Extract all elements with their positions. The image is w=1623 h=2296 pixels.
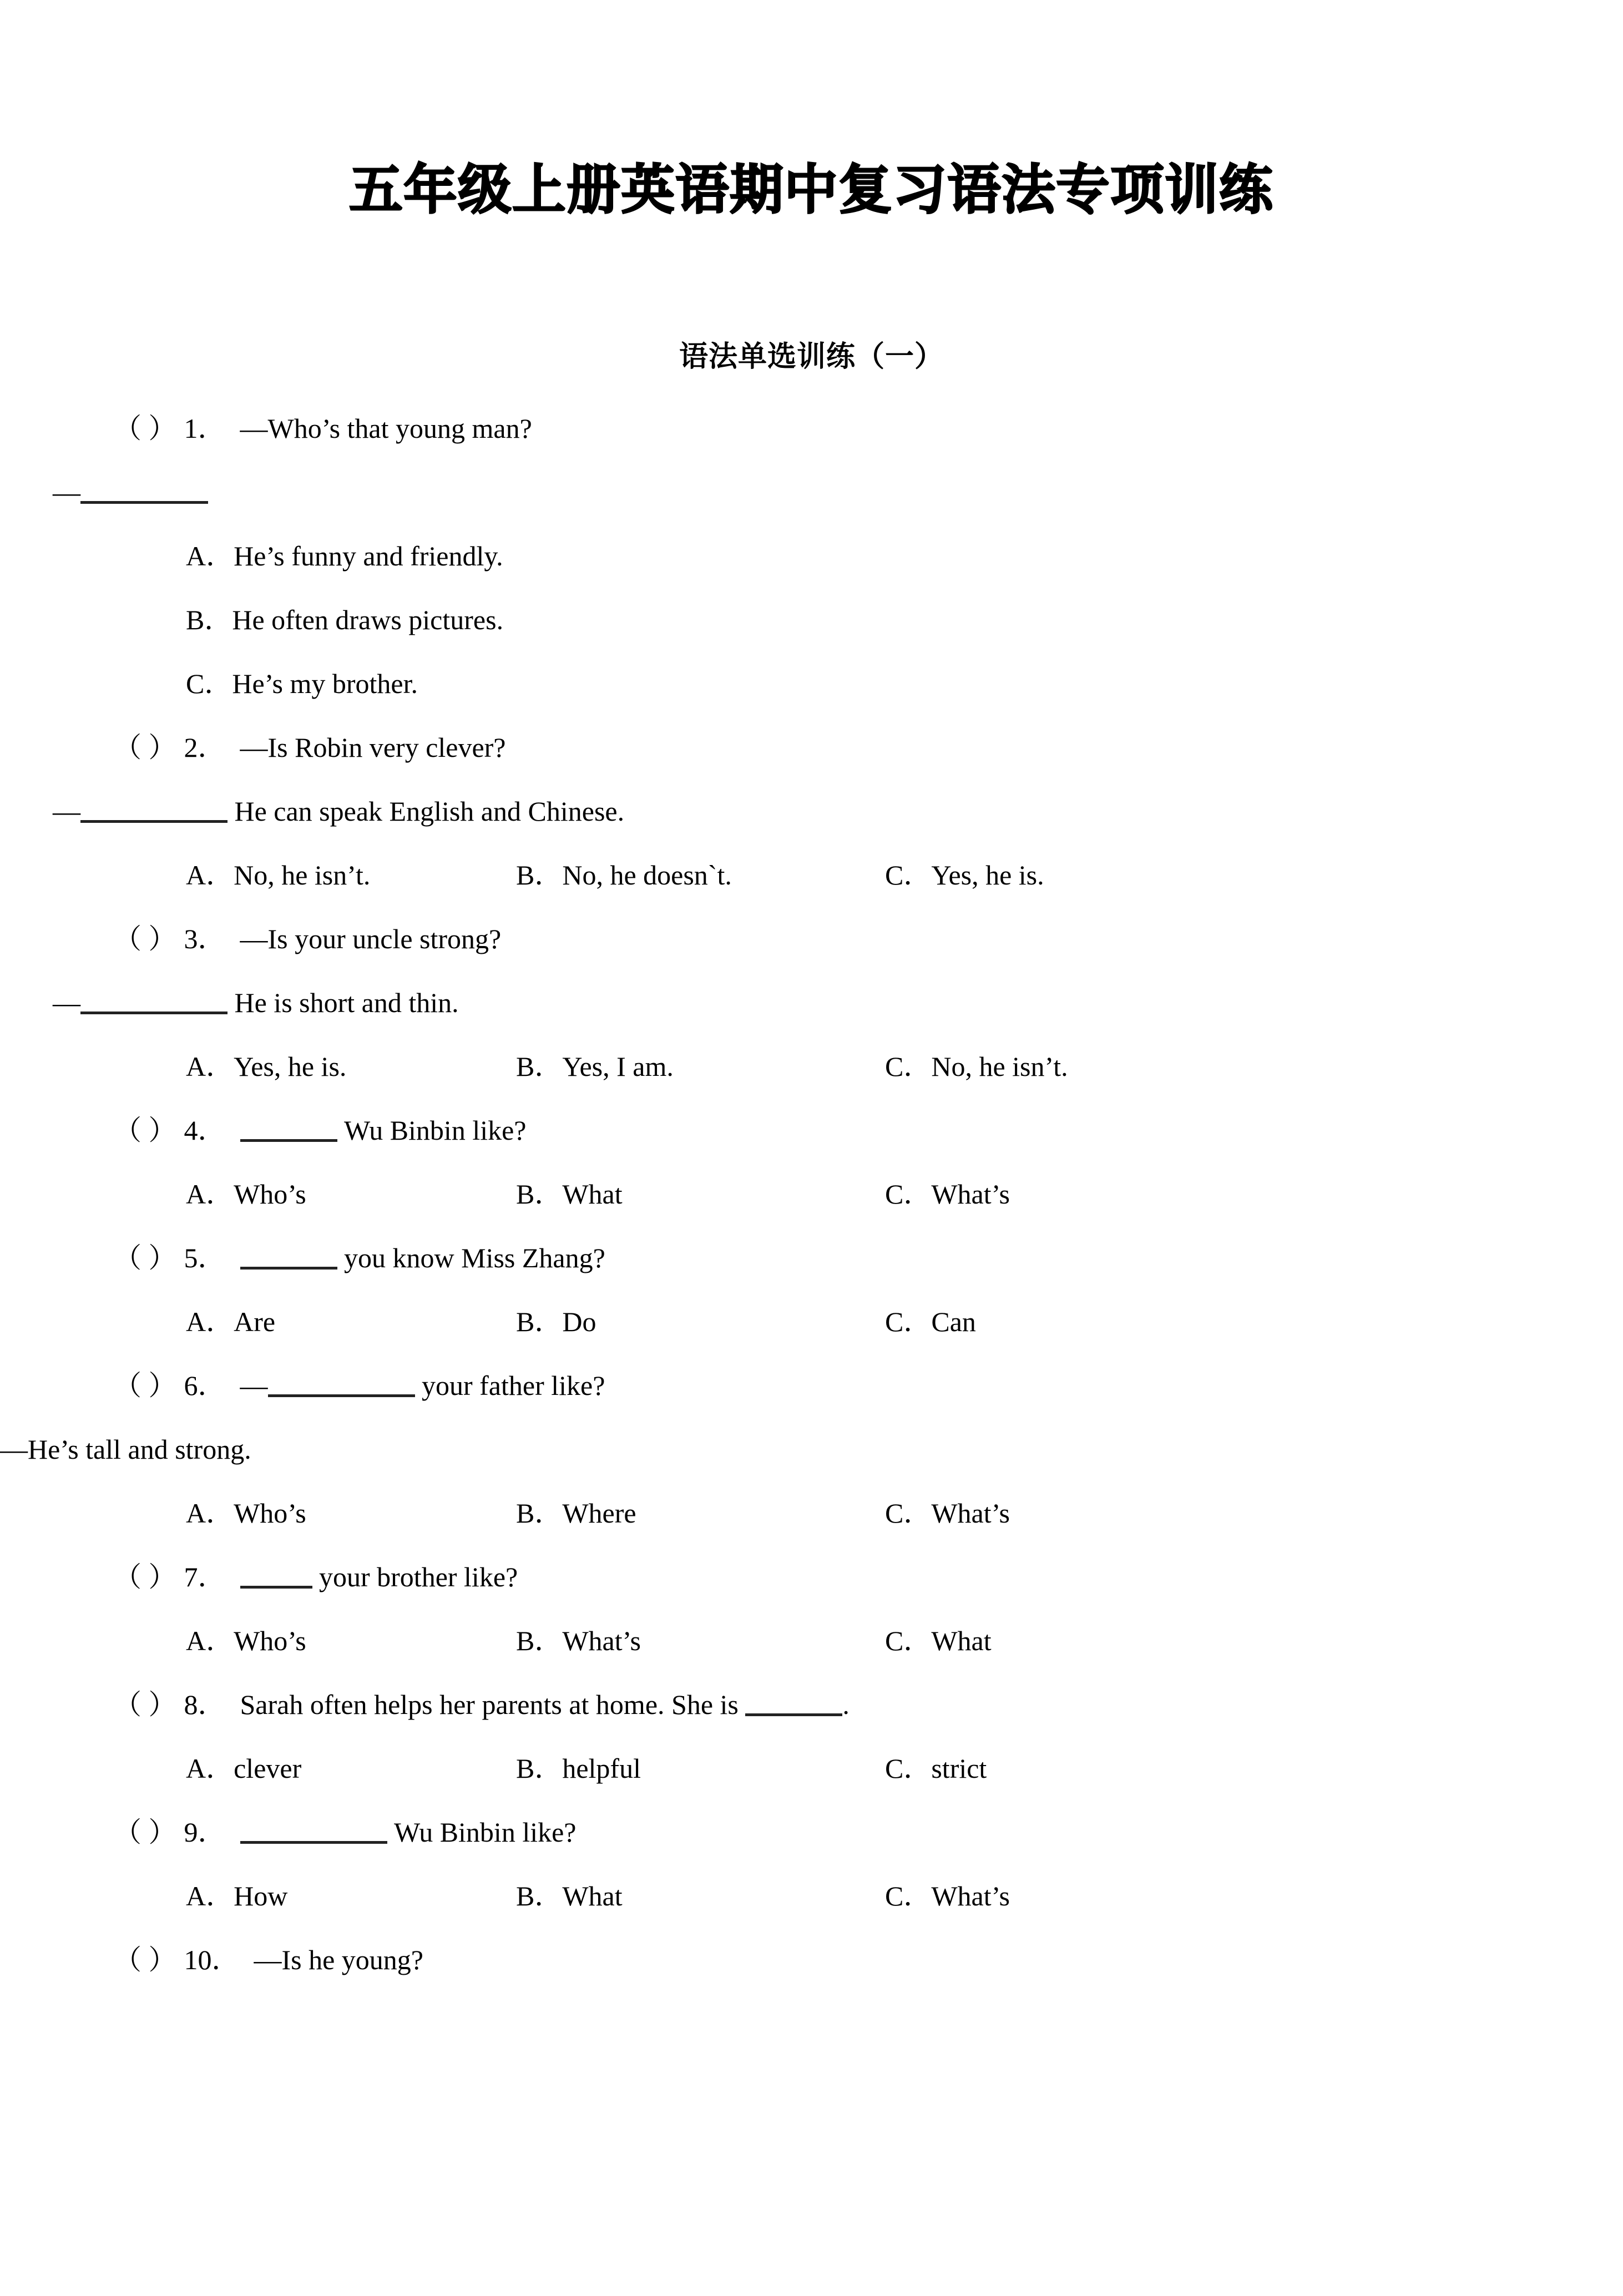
question-prompt-1: —Who’s that young man? <box>240 413 532 444</box>
answer-line-2 <box>53 780 1501 843</box>
question-line-10 <box>114 1928 1501 1992</box>
question-prompt-2: —Is Robin very clever? <box>240 732 506 763</box>
option-4-c[interactable]: C．What’s <box>885 1179 1010 1210</box>
em-dash-3: — <box>53 987 80 1018</box>
fill-blank-6[interactable] <box>268 1394 415 1397</box>
em-dash-1: — <box>53 477 80 508</box>
answer-line-3 <box>53 971 1501 1035</box>
question-number-4: 4． <box>184 1115 226 1146</box>
fill-blank-2[interactable] <box>80 820 227 823</box>
options-group-8 <box>114 1737 1501 1801</box>
option-7-c[interactable]: C．What <box>885 1625 992 1656</box>
options-group-7 <box>114 1609 1501 1673</box>
option-1-c[interactable]: C．He’s my brother. <box>186 668 418 699</box>
question-prompt-7: your brother like? <box>312 1561 518 1592</box>
option-6-b[interactable]: B．Where <box>516 1498 636 1529</box>
question-prompt-6: your father like? <box>414 1370 605 1401</box>
option-3-c[interactable]: C．No, he isn’t. <box>885 1051 1068 1082</box>
question-number-5: 5． <box>184 1242 226 1273</box>
option-8-c[interactable]: C．strict <box>885 1753 987 1784</box>
fill-blank-8[interactable] <box>745 1713 842 1716</box>
question-line-7 <box>114 1545 1501 1609</box>
answer-text-2: He can speak English and Chinese. <box>227 796 625 827</box>
option-7-b[interactable]: B．What’s <box>516 1625 641 1656</box>
option-3-b[interactable]: B．Yes, I am. <box>516 1051 674 1082</box>
options-group-4 <box>114 1162 1501 1226</box>
option-4-b[interactable]: B．What <box>516 1179 623 1210</box>
option-7-a[interactable]: A．Who’s <box>186 1625 306 1656</box>
option-6-a[interactable]: A．Who’s <box>186 1498 306 1529</box>
option-1-b[interactable]: B．He often draws pictures. <box>186 604 504 635</box>
question-prompt-8: Sarah often helps her parents at home. She is <box>240 1689 746 1720</box>
question-prompt-8-end: . <box>842 1689 850 1720</box>
option-5-b[interactable]: B．Do <box>516 1306 596 1337</box>
options-group-9 <box>114 1864 1501 1928</box>
section-header: 语法单选训练（一） <box>679 340 944 373</box>
answer-bracket-8[interactable]: （ ） <box>114 1689 176 1720</box>
option-1-a[interactable]: A．He’s funny and friendly. <box>186 540 503 572</box>
answer-bracket-1[interactable]: （ ） <box>114 413 176 444</box>
question-line-3 <box>114 907 1501 971</box>
option-5-a[interactable]: A．Are <box>186 1306 276 1337</box>
question-prompt-10: —Is he young? <box>254 1944 423 1975</box>
em-dash-6: — <box>240 1370 268 1401</box>
option-9-a[interactable]: A．How <box>186 1880 288 1911</box>
question-line-4 <box>114 1099 1501 1162</box>
options-group-5 <box>114 1290 1501 1354</box>
question-number-9: 9． <box>184 1817 226 1848</box>
question-number-1: 1． <box>184 413 226 444</box>
fill-blank-7[interactable] <box>240 1586 312 1589</box>
answer-bracket-7[interactable]: （ ） <box>114 1561 176 1592</box>
option-6-c[interactable]: C．What’s <box>885 1498 1010 1529</box>
options-group-2 <box>114 843 1501 907</box>
fill-blank-1[interactable] <box>80 501 208 504</box>
answer-text-3: He is short and thin. <box>227 987 459 1018</box>
question-line-2 <box>114 716 1501 780</box>
answer-line-1 <box>53 461 1501 524</box>
option-2-c[interactable]: C．Yes, he is. <box>885 859 1044 891</box>
option-9-b[interactable]: B．What <box>516 1880 623 1911</box>
answer-bracket-4[interactable]: （ ） <box>114 1115 176 1146</box>
option-2-a[interactable]: A．No, he isn’t. <box>186 859 371 891</box>
option-8-a[interactable]: A．clever <box>186 1753 302 1784</box>
question-number-8: 8． <box>184 1689 226 1720</box>
page-title: 五年级上册英语期中复习语法专项训练 <box>349 159 1274 221</box>
fill-blank-3[interactable] <box>80 1012 227 1014</box>
option-3-a[interactable]: A．Yes, he is. <box>186 1051 347 1082</box>
question-prompt-5: you know Miss Zhang? <box>337 1242 605 1273</box>
answer-line-6 <box>0 1418 1501 1481</box>
question-number-2: 2． <box>184 732 226 763</box>
answer-text-6: —He’s tall and strong. <box>0 1434 251 1465</box>
option-2-b[interactable]: B．No, he doesn`t. <box>516 859 732 891</box>
answer-bracket-9[interactable]: （ ） <box>114 1817 176 1848</box>
question-line-8 <box>114 1673 1501 1737</box>
answer-bracket-5[interactable]: （ ） <box>114 1242 176 1273</box>
option-8-b[interactable]: B．helpful <box>516 1753 641 1784</box>
option-9-c[interactable]: C．What’s <box>885 1880 1010 1911</box>
question-number-6: 6． <box>184 1370 226 1401</box>
options-group-1 <box>114 524 1501 716</box>
question-prompt-4: Wu Binbin like? <box>337 1115 527 1146</box>
option-5-c[interactable]: C．Can <box>885 1306 976 1337</box>
option-4-a[interactable]: A．Who’s <box>186 1179 306 1210</box>
fill-blank-4[interactable] <box>240 1139 337 1142</box>
em-dash-2: — <box>53 796 80 827</box>
fill-blank-9[interactable] <box>240 1841 387 1844</box>
question-line-5 <box>114 1226 1501 1290</box>
question-line-1 <box>114 397 1501 461</box>
question-number-3: 3． <box>184 923 226 954</box>
options-group-6 <box>114 1481 1501 1545</box>
options-group-3 <box>114 1035 1501 1099</box>
answer-bracket-10[interactable]: （ ） <box>114 1944 176 1975</box>
fill-blank-5[interactable] <box>240 1267 337 1270</box>
question-prompt-3: —Is your uncle strong? <box>240 923 502 954</box>
answer-bracket-6[interactable]: （ ） <box>114 1370 176 1401</box>
question-number-7: 7． <box>184 1561 226 1592</box>
question-line-9 <box>114 1801 1501 1864</box>
answer-bracket-3[interactable]: （ ） <box>114 923 176 954</box>
questions-container <box>0 397 1501 1992</box>
question-prompt-9: Wu Binbin like? <box>387 1817 577 1848</box>
question-line-6 <box>114 1354 1501 1418</box>
question-number-10: 10． <box>184 1944 240 1975</box>
answer-bracket-2[interactable]: （ ） <box>114 732 176 763</box>
